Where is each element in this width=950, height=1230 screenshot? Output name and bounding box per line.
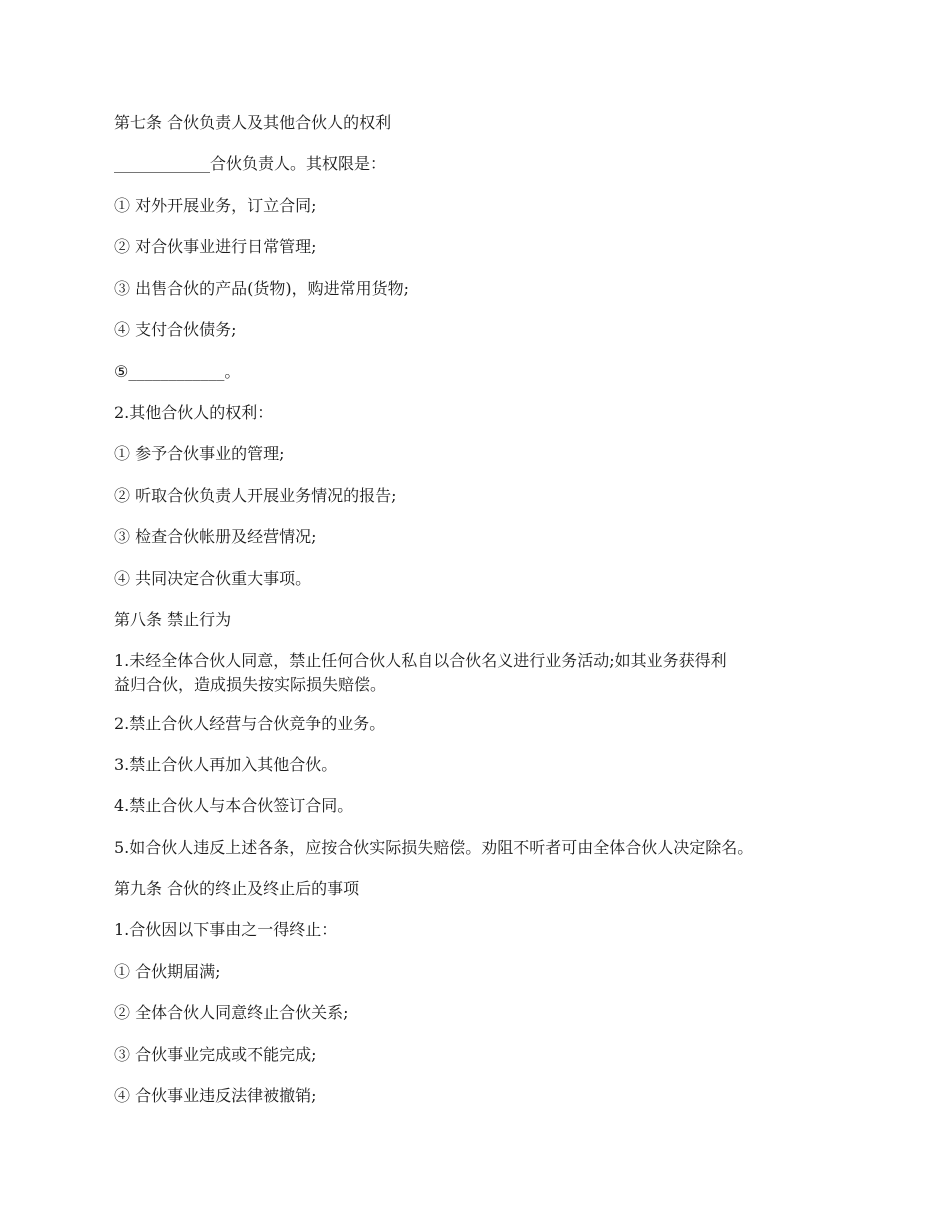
list-item: ③ 出售合伙的产品(货物)，购进常用货物;: [114, 279, 409, 298]
list-item: 4.禁止合伙人与本合伙签订合同。: [114, 796, 354, 815]
paragraph-line: 益归合伙，造成损失按实际损失赔偿。: [114, 675, 387, 694]
list-item: 2.禁止合伙人经营与合伙竞争的业务。: [114, 714, 386, 733]
paragraph-line: 1.未经全体合伙人同意，禁止任何合伙人私自以合伙名义进行业务活动;如其业务获得利: [114, 651, 727, 670]
list-item: ④ 共同决定合伙重大事项。: [114, 569, 312, 588]
list-item: ① 对外开展业务，订立合同;: [114, 196, 317, 215]
list-item: ③ 合伙事业完成或不能完成;: [114, 1045, 317, 1064]
list-item: 5.如合伙人违反上述各条，应按合伙实际损失赔偿。劝阻不听者可由全体合伙人决定除名。: [114, 838, 754, 857]
article-7-heading: 第七条 合伙负责人及其他合伙人的权利: [114, 113, 392, 132]
other-partners-rights-heading: 2.其他合伙人的权利：: [114, 403, 274, 422]
article-9-heading: 第九条 合伙的终止及终止后的事项: [114, 879, 360, 898]
list-item: ② 全体合伙人同意终止合伙关系;: [114, 1003, 349, 1022]
list-item: ⑤____________。: [114, 362, 241, 381]
list-item: ④ 支付合伙债务;: [114, 320, 237, 339]
list-item: ② 对合伙事业进行日常管理;: [114, 237, 317, 256]
list-item: ③ 检查合伙帐册及经营情况;: [114, 527, 317, 546]
article-8-heading: 第八条 禁止行为: [114, 610, 232, 629]
list-item: ① 参予合伙事业的管理;: [114, 444, 285, 463]
partner-head-line: ____________合伙负责人。其权限是：: [114, 154, 387, 173]
list-item: ① 合伙期届满;: [114, 962, 221, 981]
list-item: ② 听取合伙负责人开展业务情况的报告;: [114, 486, 397, 505]
list-item: ④ 合伙事业违反法律被撤销;: [114, 1086, 317, 1105]
list-item: 3.禁止合伙人再加入其他合伙。: [114, 755, 338, 774]
termination-heading: 1.合伙因以下事由之一得终止：: [114, 920, 338, 939]
